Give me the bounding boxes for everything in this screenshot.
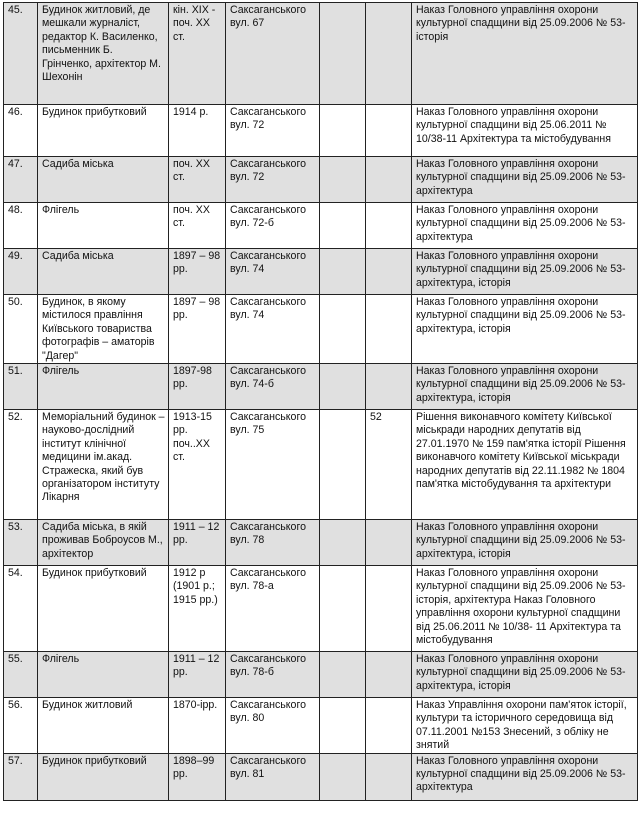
- object-name: Будинок, в якому містилося правління Київського товариства фотографів – аматорів "Дагер": [38, 295, 169, 364]
- object-name: Флігель: [38, 364, 169, 410]
- table-row: [4, 157, 638, 203]
- protection-document: Наказ Головного управління охорони культурної спадщини від 25.09.2006 № 53- архітектура, історія: [412, 249, 638, 295]
- row-number: 57.: [4, 753, 38, 800]
- extra-cell: [320, 753, 366, 800]
- extra-cell: [320, 249, 366, 295]
- security-number: 52: [366, 410, 412, 520]
- extra-cell: [320, 520, 366, 566]
- object-name: Садиба міська: [38, 249, 169, 295]
- extra-cell: [320, 105, 366, 157]
- row-number: 52.: [4, 410, 38, 520]
- protection-document: Наказ Головного управління охорони культурної спадщини від 25.09.2006 № 53- архітектура, історія: [412, 295, 638, 364]
- object-address: Саксаганського вул. 81: [226, 753, 320, 800]
- protection-document: Наказ Головного управління охорони культурної спадщини від 25.09.2006 № 53- архітектура: [412, 203, 638, 249]
- object-name: Будинок житловий: [38, 698, 169, 754]
- object-address: Саксаганського вул. 74: [226, 295, 320, 364]
- object-address: Саксаганського вул. 72-б: [226, 203, 320, 249]
- object-date: 1898–99 рр.: [169, 753, 226, 800]
- extra-cell: [320, 698, 366, 754]
- object-name: Меморіальний будинок – науково-дослідний інститут клінічної медицини ім.акад. Стражеска, який був організатором інституту Лікарня: [38, 410, 169, 520]
- row-number: 53.: [4, 520, 38, 566]
- protection-document: Рішення виконавчого комітету Київської міськради народних депутатів від 27.01.1970 № 159 пам'ятка історії Рішення виконавчого комітету Київської міськради народних депутатів від 22.11.1982 № 1804 пам'ятка містобудування та архітектури: [412, 410, 638, 520]
- object-date: 1897-98 рр.: [169, 364, 226, 410]
- object-name: Садиба міська: [38, 157, 169, 203]
- object-address: Саксаганського вул. 72: [226, 157, 320, 203]
- extra-cell: [320, 364, 366, 410]
- object-date: поч. ХХ ст.: [169, 203, 226, 249]
- object-date: 1870-ірр.: [169, 698, 226, 754]
- row-number: 48.: [4, 203, 38, 249]
- object-date: 1897 – 98 рр.: [169, 295, 226, 364]
- table-row: [4, 753, 638, 800]
- row-number: 55.: [4, 652, 38, 698]
- object-address: Саксаганського вул. 74-б: [226, 364, 320, 410]
- object-address: Саксаганського вул. 78-а: [226, 566, 320, 652]
- object-name: Будинок прибутковий: [38, 753, 169, 800]
- security-number: [366, 364, 412, 410]
- protection-document: Наказ Головного управління охорони культурної спадщини від 25.09.2006 № 53- архітектура, історія: [412, 520, 638, 566]
- table-row: [4, 3, 638, 105]
- object-name: Садиба міська, в якій проживав Боброусов М., архітектор: [38, 520, 169, 566]
- object-date: кін. ХІХ - поч. ХХ ст.: [169, 3, 226, 105]
- row-number: 46.: [4, 105, 38, 157]
- object-date: 1912 р (1901 р.; 1915 рр.): [169, 566, 226, 652]
- object-date: 1897 – 98 рр.: [169, 249, 226, 295]
- protection-document: Наказ Головного управління охорони культурної спадщини від 25.09.2006 № 53- історія, архітектура Наказ Головного управління охорони культурної спадщини від 25.06.2011 № 10/38- 11 Архітектура та містобудування: [412, 566, 638, 652]
- protection-document: Наказ Головного управління охорони культурної спадщини від 25.09.2006 № 53- архітектура, історія: [412, 652, 638, 698]
- row-number: 47.: [4, 157, 38, 203]
- table-row: [4, 249, 638, 295]
- object-name: Будинок прибутковий: [38, 566, 169, 652]
- table-row: [4, 364, 638, 410]
- security-number: [366, 652, 412, 698]
- extra-cell: [320, 652, 366, 698]
- security-number: [366, 3, 412, 105]
- heritage-register-table: [3, 2, 638, 801]
- table-row: [4, 652, 638, 698]
- extra-cell: [320, 410, 366, 520]
- protection-document: Наказ Головного управління охорони культурної спадщини від 25.09.2006 № 53- архітектура, історія: [412, 364, 638, 410]
- security-number: [366, 295, 412, 364]
- extra-cell: [320, 566, 366, 652]
- row-number: 45.: [4, 3, 38, 105]
- security-number: [366, 157, 412, 203]
- object-address: Саксаганського вул. 74: [226, 249, 320, 295]
- row-number: 49.: [4, 249, 38, 295]
- row-number: 51.: [4, 364, 38, 410]
- table-row: [4, 410, 638, 520]
- object-date: 1911 – 12 рр.: [169, 520, 226, 566]
- security-number: [366, 566, 412, 652]
- security-number: [366, 698, 412, 754]
- protection-document: Наказ Головного управління охорони культурної спадщини від 25.09.2006 № 53- архітектура: [412, 157, 638, 203]
- object-address: Саксаганського вул. 78: [226, 520, 320, 566]
- protection-document: Наказ Головного управління охорони культурної спадщини від 25.06.2011 № 10/38-11 Архітектура та містобудування: [412, 105, 638, 157]
- row-number: 50.: [4, 295, 38, 364]
- security-number: [366, 249, 412, 295]
- object-name: Будинок прибутковий: [38, 105, 169, 157]
- object-date: 1913-15 рр. поч..ХХ ст.: [169, 410, 226, 520]
- security-number: [366, 520, 412, 566]
- security-number: [366, 203, 412, 249]
- object-name: Флігель: [38, 203, 169, 249]
- object-date: 1911 – 12 рр.: [169, 652, 226, 698]
- protection-document: Наказ Головного управління охорони культурної спадщини від 25.09.2006 № 53- архітектура: [412, 753, 638, 800]
- object-address: Саксаганського вул. 75: [226, 410, 320, 520]
- extra-cell: [320, 3, 366, 105]
- row-number: 56.: [4, 698, 38, 754]
- protection-document: Наказ Управління охорони пам'яток історії, культури та історичного середовища від 07.11.2001 №153 Знесений, з обліку не знятий: [412, 698, 638, 754]
- table-row: [4, 105, 638, 157]
- table-row: [4, 295, 638, 364]
- extra-cell: [320, 295, 366, 364]
- extra-cell: [320, 157, 366, 203]
- security-number: [366, 105, 412, 157]
- object-address: Саксаганського вул. 80: [226, 698, 320, 754]
- table-row: [4, 520, 638, 566]
- row-number: 54.: [4, 566, 38, 652]
- object-date: поч. ХХ ст.: [169, 157, 226, 203]
- table-row: [4, 566, 638, 652]
- security-number: [366, 753, 412, 800]
- extra-cell: [320, 203, 366, 249]
- object-address: Саксаганського вул. 78-б: [226, 652, 320, 698]
- table-row: [4, 203, 638, 249]
- object-name: Флігель: [38, 652, 169, 698]
- protection-document: Наказ Головного управління охорони культурної спадщини від 25.09.2006 № 53- історія: [412, 3, 638, 105]
- object-date: 1914 р.: [169, 105, 226, 157]
- object-address: Саксаганського вул. 72: [226, 105, 320, 157]
- object-name: Будинок житловий, де мешкали журналіст, редактор К. Василенко, письменник Б. Грінченко, архітектор М. Шехонін: [38, 3, 169, 105]
- object-address: Саксаганського вул. 67: [226, 3, 320, 105]
- table-row: [4, 698, 638, 754]
